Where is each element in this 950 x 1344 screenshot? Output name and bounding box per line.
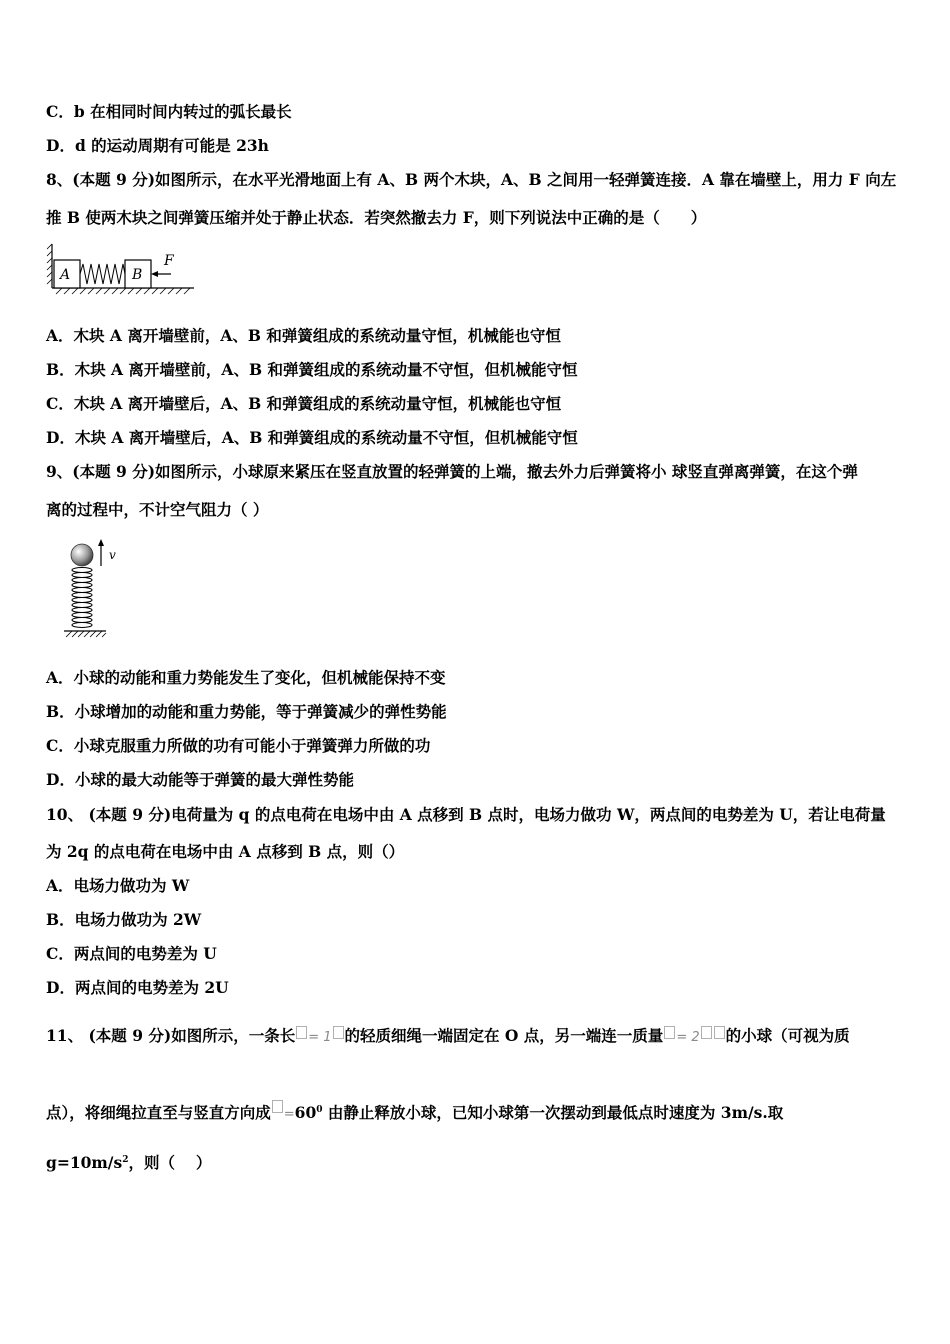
q9-option-b: B．小球增加的动能和重力势能，等于弹簧减少的弹性势能 [46,702,447,721]
spring [80,264,125,284]
option-c-prev: C．b 在相同时间内转过的弧长最长 [46,102,292,121]
q11-stem-line3: $g=10m/s^2$，则（ ） [46,1153,212,1173]
velocity-arrow [98,539,104,546]
formula-length: = 1 [308,1030,332,1045]
q8-option-a: A．木块 A 离开墙壁前，A、B 和弹簧组成的系统动量守恒，机械能也守恒 [46,326,561,345]
q8-stem-line2: 推 B 使两木块之间弹簧压缩并处于静止状态．若突然撤去力 F，则下列说法中正确的是（ ） [46,208,707,227]
q9-figure [60,536,132,644]
q11-stem-line1: 11、 (本题 9 分)如图所示，一条长 = 1 的轻质细绳一端固定在 O 点，另一端连一质量 = 2 的小球（可视为质 [46,1026,850,1045]
q8-option-c: C．木块 A 离开墙壁后，A、B 和弹簧组成的系统动量守恒，机械能也守恒 [46,394,562,413]
q8-figure [46,240,198,296]
q8-option-d: D．木块 A 离开墙壁后，A、B 和弹簧组成的系统动量不守恒，但机械能守恒 [46,428,578,447]
q10-option-d: D．两点间的电势差为 2U [46,978,229,997]
q10-stem-line2: 为 2q 的点电荷在电场中由 A 点移到 B 点，则（） [46,842,405,861]
formula-angle: = [283,1107,295,1123]
formula-mass: = 2 [676,1030,700,1045]
label-b: B [132,267,143,283]
label-f: F [164,253,174,269]
option-d-prev: D．d 的运动周期有可能是 23h [46,136,269,155]
q10-option-a: A．电场力做功为 W [46,876,190,895]
ball [71,544,93,566]
q8-option-b: B．木块 A 离开墙壁前，A、B 和弹簧组成的系统动量不守恒，但机械能守恒 [46,360,578,379]
q11-stem-line2: 点），将细绳拉直至与竖直方向成 $=60^0$ 由静止释放小球，已知小球第一次摆动到最低点时速度为 3m/s.取 [46,1100,783,1125]
q8-stem-line1: 8、(本题 9 分)如图所示，在水平光滑地面上有 A、B 两个木块，A、B 之间用一轻弹簧连接．A 靠在墙壁上，用力 F 向左 [46,170,897,189]
q9-option-a: A．小球的动能和重力势能发生了变化，但机械能保持不变 [46,668,446,687]
label-v: v [109,548,116,562]
vertical-spring [72,568,92,628]
q10-option-b: B．电场力做功为 2W [46,910,202,929]
q9-stem-line2: 离的过程中，不计空气阻力（ ） [46,500,269,519]
q9-option-d: D．小球的最大动能等于弹簧的最大弹性势能 [46,770,354,789]
q10-stem-line1: 10、 (本题 9 分)电荷量为 q 的点电荷在电场中由 A 点移到 B 点时，电场力做功 W，两点间的电势差为 U，若让电荷量 [46,805,886,824]
q9-stem-line1: 9、(本题 9 分)如图所示，小球原来紧压在竖直放置的轻弹簧的上端，撤去外力后弹簧将小 球竖直弹离弹簧，在这个弹 [46,462,858,481]
force-arrow [151,271,158,277]
q9-option-c: C．小球克服重力所做的功有可能小于弹簧弹力所做的功 [46,736,431,755]
label-a: A [60,267,71,283]
q10-option-c: C．两点间的电势差为 U [46,944,217,963]
